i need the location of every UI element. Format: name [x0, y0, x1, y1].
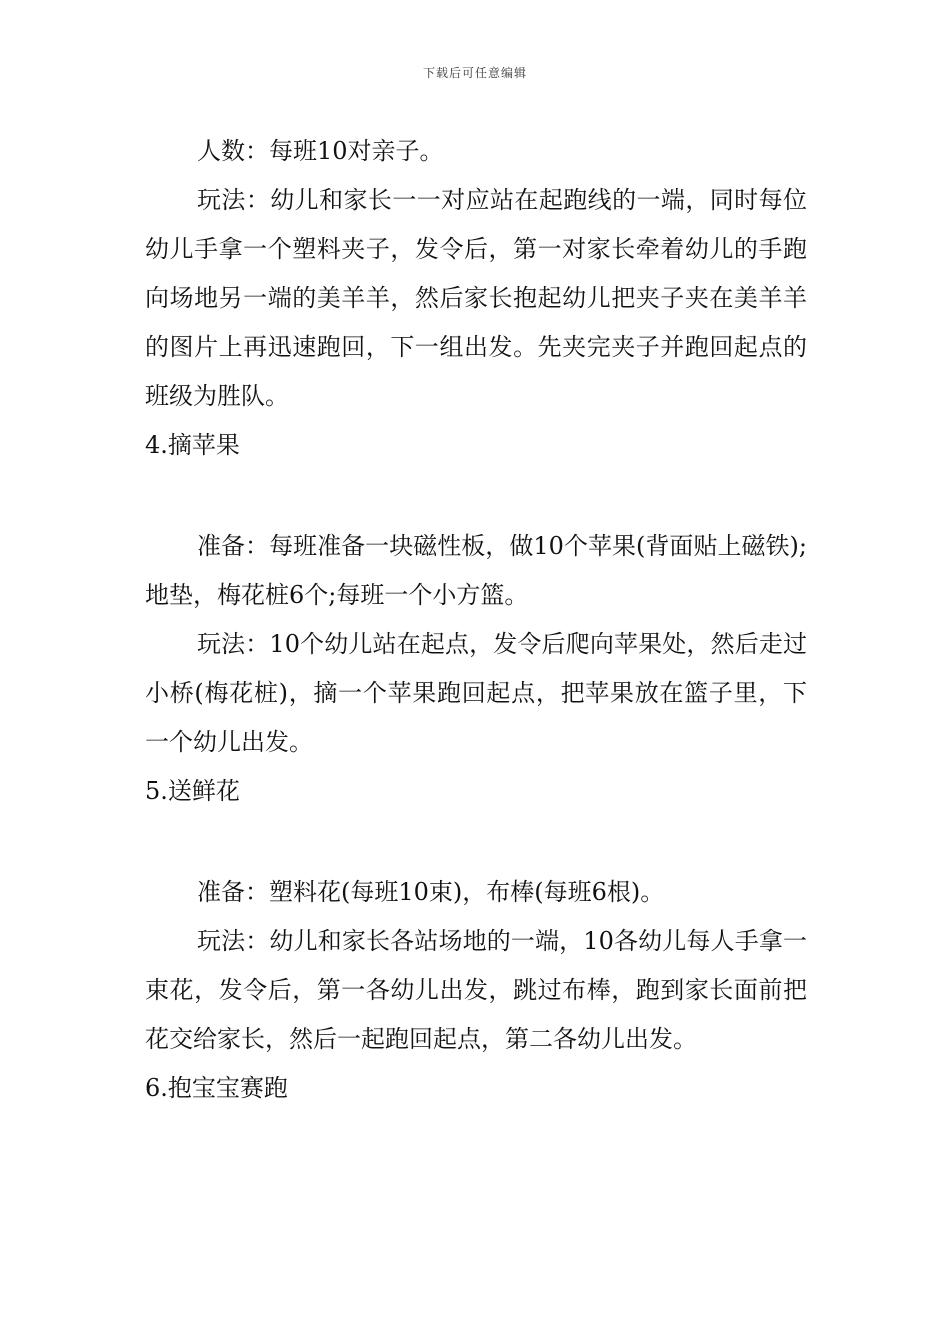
- paragraph-rules-game5: 玩法：幼儿和家长各站场地的一端，10各幼儿每人手拿一束花，发令后，第一各幼儿出发，跳过布棒，跑到家长面前把花交给家长，然后一起跑回起点，第二各幼儿出发。: [145, 927, 807, 1053]
- section-heading-4: 4.摘苹果: [145, 431, 240, 459]
- section-gap: [145, 816, 807, 868]
- page-header: 下载后可任意编辑: [422, 66, 527, 80]
- section-heading-6: 6.抱宝宝赛跑: [145, 1074, 288, 1102]
- document-body: [145, 127, 807, 1113]
- section-heading-5: 5.送鲜花: [145, 777, 240, 805]
- paragraph-rules-game4: 玩法：10个幼儿站在起点，发令后爬向苹果处，然后走过小桥(梅花桩)，摘一个苹果跑回起点，把苹果放在篮子里，下一个幼儿出发。: [145, 630, 807, 756]
- paragraph-preparation-game5: 准备：塑料花(每班10束)，布棒(每班6根)。: [197, 878, 665, 906]
- paragraph-participants: 人数：每班10对亲子。: [197, 137, 444, 165]
- section-gap: [145, 470, 807, 522]
- paragraph-preparation-game4: 准备：每班准备一块磁性板，做10个苹果(背面贴上磁铁);地垫，梅花桩6个;每班一个小方篮。: [145, 532, 807, 609]
- paragraph-rules-game3: 玩法：幼儿和家长一一对应站在起跑线的一端，同时每位幼儿手拿一个塑料夹子，发令后，第一对家长牵着幼儿的手跑向场地另一端的美羊羊，然后家长抱起幼儿把夹子夹在美羊羊的图片上再迅速跑回，下一组出发。先夹完夹子并跑回起点的班级为胜队。: [145, 186, 807, 410]
